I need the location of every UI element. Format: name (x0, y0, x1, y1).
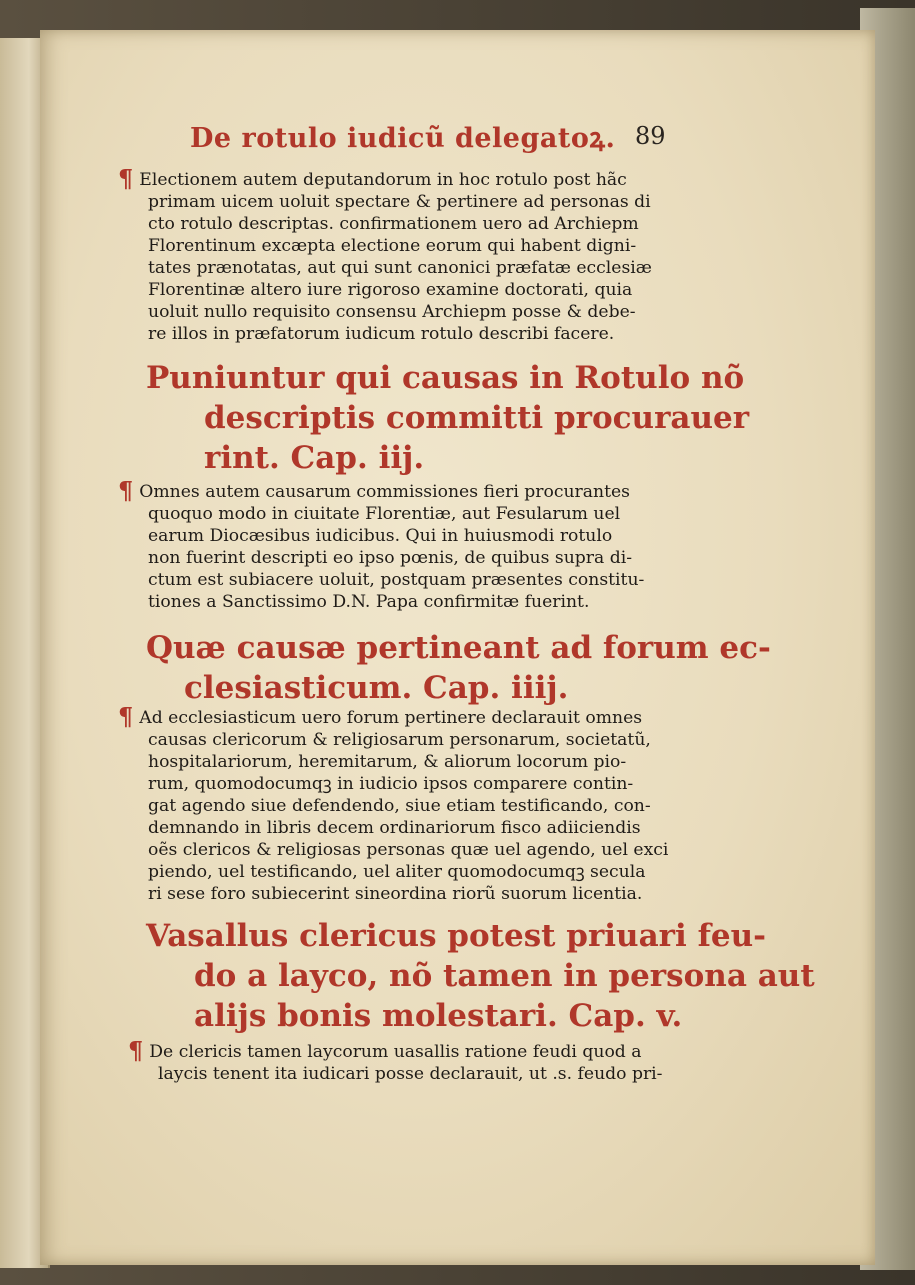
pilcrow-icon: ¶ (118, 702, 134, 731)
heading-line: descriptis committi procurauer (204, 400, 750, 436)
chapter-heading-5 (146, 916, 815, 1036)
text-line: ctum est subiacere uoluit, postquam præsentes constitu- (148, 570, 645, 590)
heading-line: Vasallus clericus potest priuari feu- (146, 918, 767, 954)
text-line: quoquo modo in ciuitate Florentiæ, aut Fesularum uel (148, 504, 621, 524)
heading-line: rint. Cap. iij. (204, 440, 425, 476)
text-line: De clericis tamen laycorum uasallis ratione feudi quod a (149, 1042, 642, 1062)
text-line: Ad ecclesiasticum uero forum pertinere declarauit omnes (139, 708, 643, 728)
heading-line: do a layco, nõ tamen in persona aut (194, 958, 815, 994)
text-line: Omnes autem causarum commissiones fieri procurantes (139, 482, 630, 502)
pilcrow-icon: ¶ (128, 1036, 144, 1065)
text-line: causas clericorum & religiosarum personarum, societatũ, (148, 730, 651, 750)
heading-line: Quæ causæ pertineant ad forum ec- (146, 630, 771, 666)
text-line: gat agendo siue defendendo, siue etiam testificando, con- (148, 796, 651, 816)
page-header (190, 118, 690, 168)
text-line: tiones a Sanctissimo D.N. Papa confirmitæ fuerint. (148, 592, 590, 612)
chapter-heading-3 (146, 358, 750, 478)
text-line: ri sese foro subiecerint sineordina riorũ suorum licentia. (148, 884, 643, 904)
paragraph-omnes (118, 476, 645, 613)
text-line: hospitalariorum, heremitarum, & aliorum locorum pio- (148, 752, 627, 772)
folio-number: 89 (635, 122, 666, 150)
chapter-heading-4 (146, 628, 771, 708)
text-line: earum Diocæsibus iudicibus. Qui in huiusmodi rotulo (148, 526, 613, 546)
text-line: Florentinæ altero iure rigoroso examine doctorati, quia (148, 280, 633, 300)
text-line: laycis tenent ita iudicari posse declarauit, ut .s. feudo pri- (158, 1064, 663, 1084)
text-line: demnando in libris decem ordinariorum fisco adiiciendis (148, 818, 641, 838)
text-line: tates prænotatas, aut qui sunt canonici præfatæ ecclesiæ (148, 258, 652, 278)
heading-line: clesiasticum. Cap. iiij. (184, 670, 569, 706)
text-line: oẽs clericos & religiosas personas quæ uel agendo, uel exci (148, 840, 669, 860)
text-line: cto rotulo descriptas. confirmationem uero ad Archiepm (148, 214, 639, 234)
pilcrow-icon: ¶ (118, 476, 134, 505)
heading-line: alijs bonis molestari. Cap. v. (194, 998, 683, 1034)
text-line: primam uicem uoluit spectare & pertinere ad personas di (148, 192, 651, 212)
text-line: piendo, uel testificando, uel aliter quomodocumqꝫ secula (148, 862, 646, 882)
text-line: Florentinum excæpta electione eorum qui habent digni- (148, 236, 637, 256)
text-line: non fuerint descripti eo ipso pœnis, de quibus supra di- (148, 548, 633, 568)
text-line: uoluit nullo requisito consensu Archiepm posse & debe- (148, 302, 636, 322)
paragraph-ad-ecclesiasticum (118, 702, 669, 905)
paragraph-electionem (118, 164, 652, 345)
text-line: re illos in præfatorum iudicum rotulo describi facere. (148, 324, 615, 344)
paragraph-de-clericis (128, 1036, 663, 1085)
running-head: De rotulo iudicũ delegatoꝝ. (190, 123, 616, 154)
heading-line: Puniuntur qui causas in Rotulo nõ (146, 360, 745, 396)
pilcrow-icon: ¶ (118, 164, 134, 193)
text-line: rum, quomodocumqꝫ in iudicio ipsos comparere contin- (148, 774, 634, 794)
text-line: Electionem autem deputandorum in hoc rotulo post hãc (139, 170, 627, 190)
